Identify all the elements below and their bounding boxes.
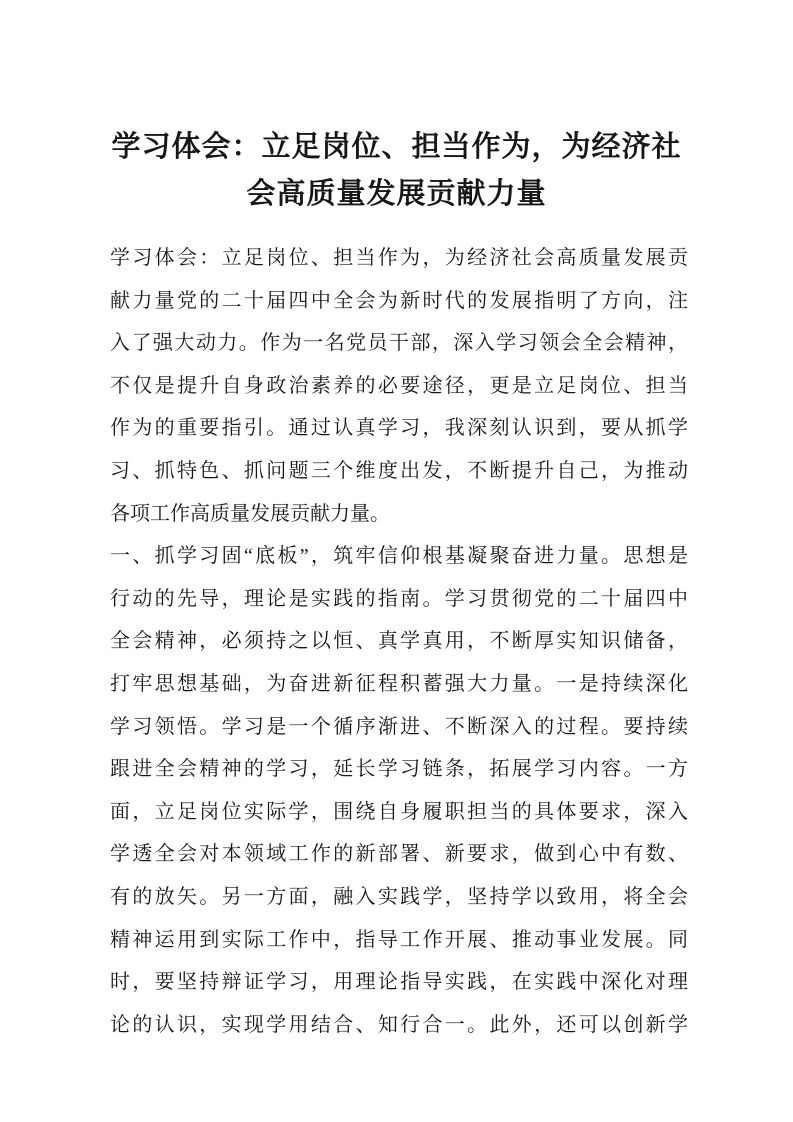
- text-line: 一、抓学习固“底板”，筑牢信仰根基凝聚奋进力量。思想是: [110, 545, 688, 568]
- document-title: [40, 124, 753, 218]
- title-line: 学习体会：立足岗位、担当作为，为经济社: [111, 131, 682, 163]
- text-line: 作为的重要指引。通过认真学习，我深刻认识到，要从抓学: [110, 417, 688, 440]
- text-line: 精神运用到实际工作中，指导工作开展、推动事业发展。同: [110, 928, 688, 951]
- body-paragraph: [110, 535, 688, 1046]
- text-line: 行动的先导，理论是实践的指南。学习贯彻党的二十届四中: [110, 587, 688, 610]
- text-line: 习、抓特色、抓问题三个维度出发，不断提升自己，为推动: [110, 459, 688, 482]
- text-line: 有的放矢。另一方面，融入实践学，坚持学以致用，将全会: [110, 885, 688, 908]
- text-line: 不仅是提升自身政治素养的必要途径，更是立足岗位、担当: [110, 374, 688, 397]
- text-line: 时，要坚持辩证学习，用理论指导实践，在实践中深化对理: [110, 971, 688, 994]
- document-body: [110, 237, 688, 1046]
- body-paragraph: [110, 237, 688, 535]
- text-line: 各项工作高质量发展贡献力量。: [110, 502, 390, 525]
- text-line: 打牢思想基础，为奋进新征程积蓄强大力量。一是持续深化: [110, 672, 688, 695]
- text-line: 入了强大动力。作为一名党员干部，深入学习领会全会精神，: [110, 332, 688, 355]
- text-line: 全会精神，必须持之以恒、真学真用，不断厚实知识储备，: [110, 630, 688, 653]
- title-line: 会高质量发展贡献力量: [246, 178, 547, 210]
- text-line: 献力量党的二十届四中全会为新时代的发展指明了方向，注: [110, 289, 688, 312]
- text-line: 跟进全会精神的学习，延长学习链条，拓展学习内容。一方: [110, 758, 688, 781]
- text-line: 论的认识，实现学用结合、知行合一。此外，还可以创新学: [110, 1013, 688, 1036]
- text-line: 面，立足岗位实际学，围绕自身履职担当的具体要求，深入: [110, 800, 688, 823]
- text-line: 学习领悟。学习是一个循序渐进、不断深入的过程。要持续: [110, 715, 688, 738]
- text-line: 学习体会：立足岗位、担当作为，为经济社会高质量发展贡: [110, 247, 688, 269]
- text-line: 学透全会对本领域工作的新部署、新要求，做到心中有数、: [110, 843, 688, 866]
